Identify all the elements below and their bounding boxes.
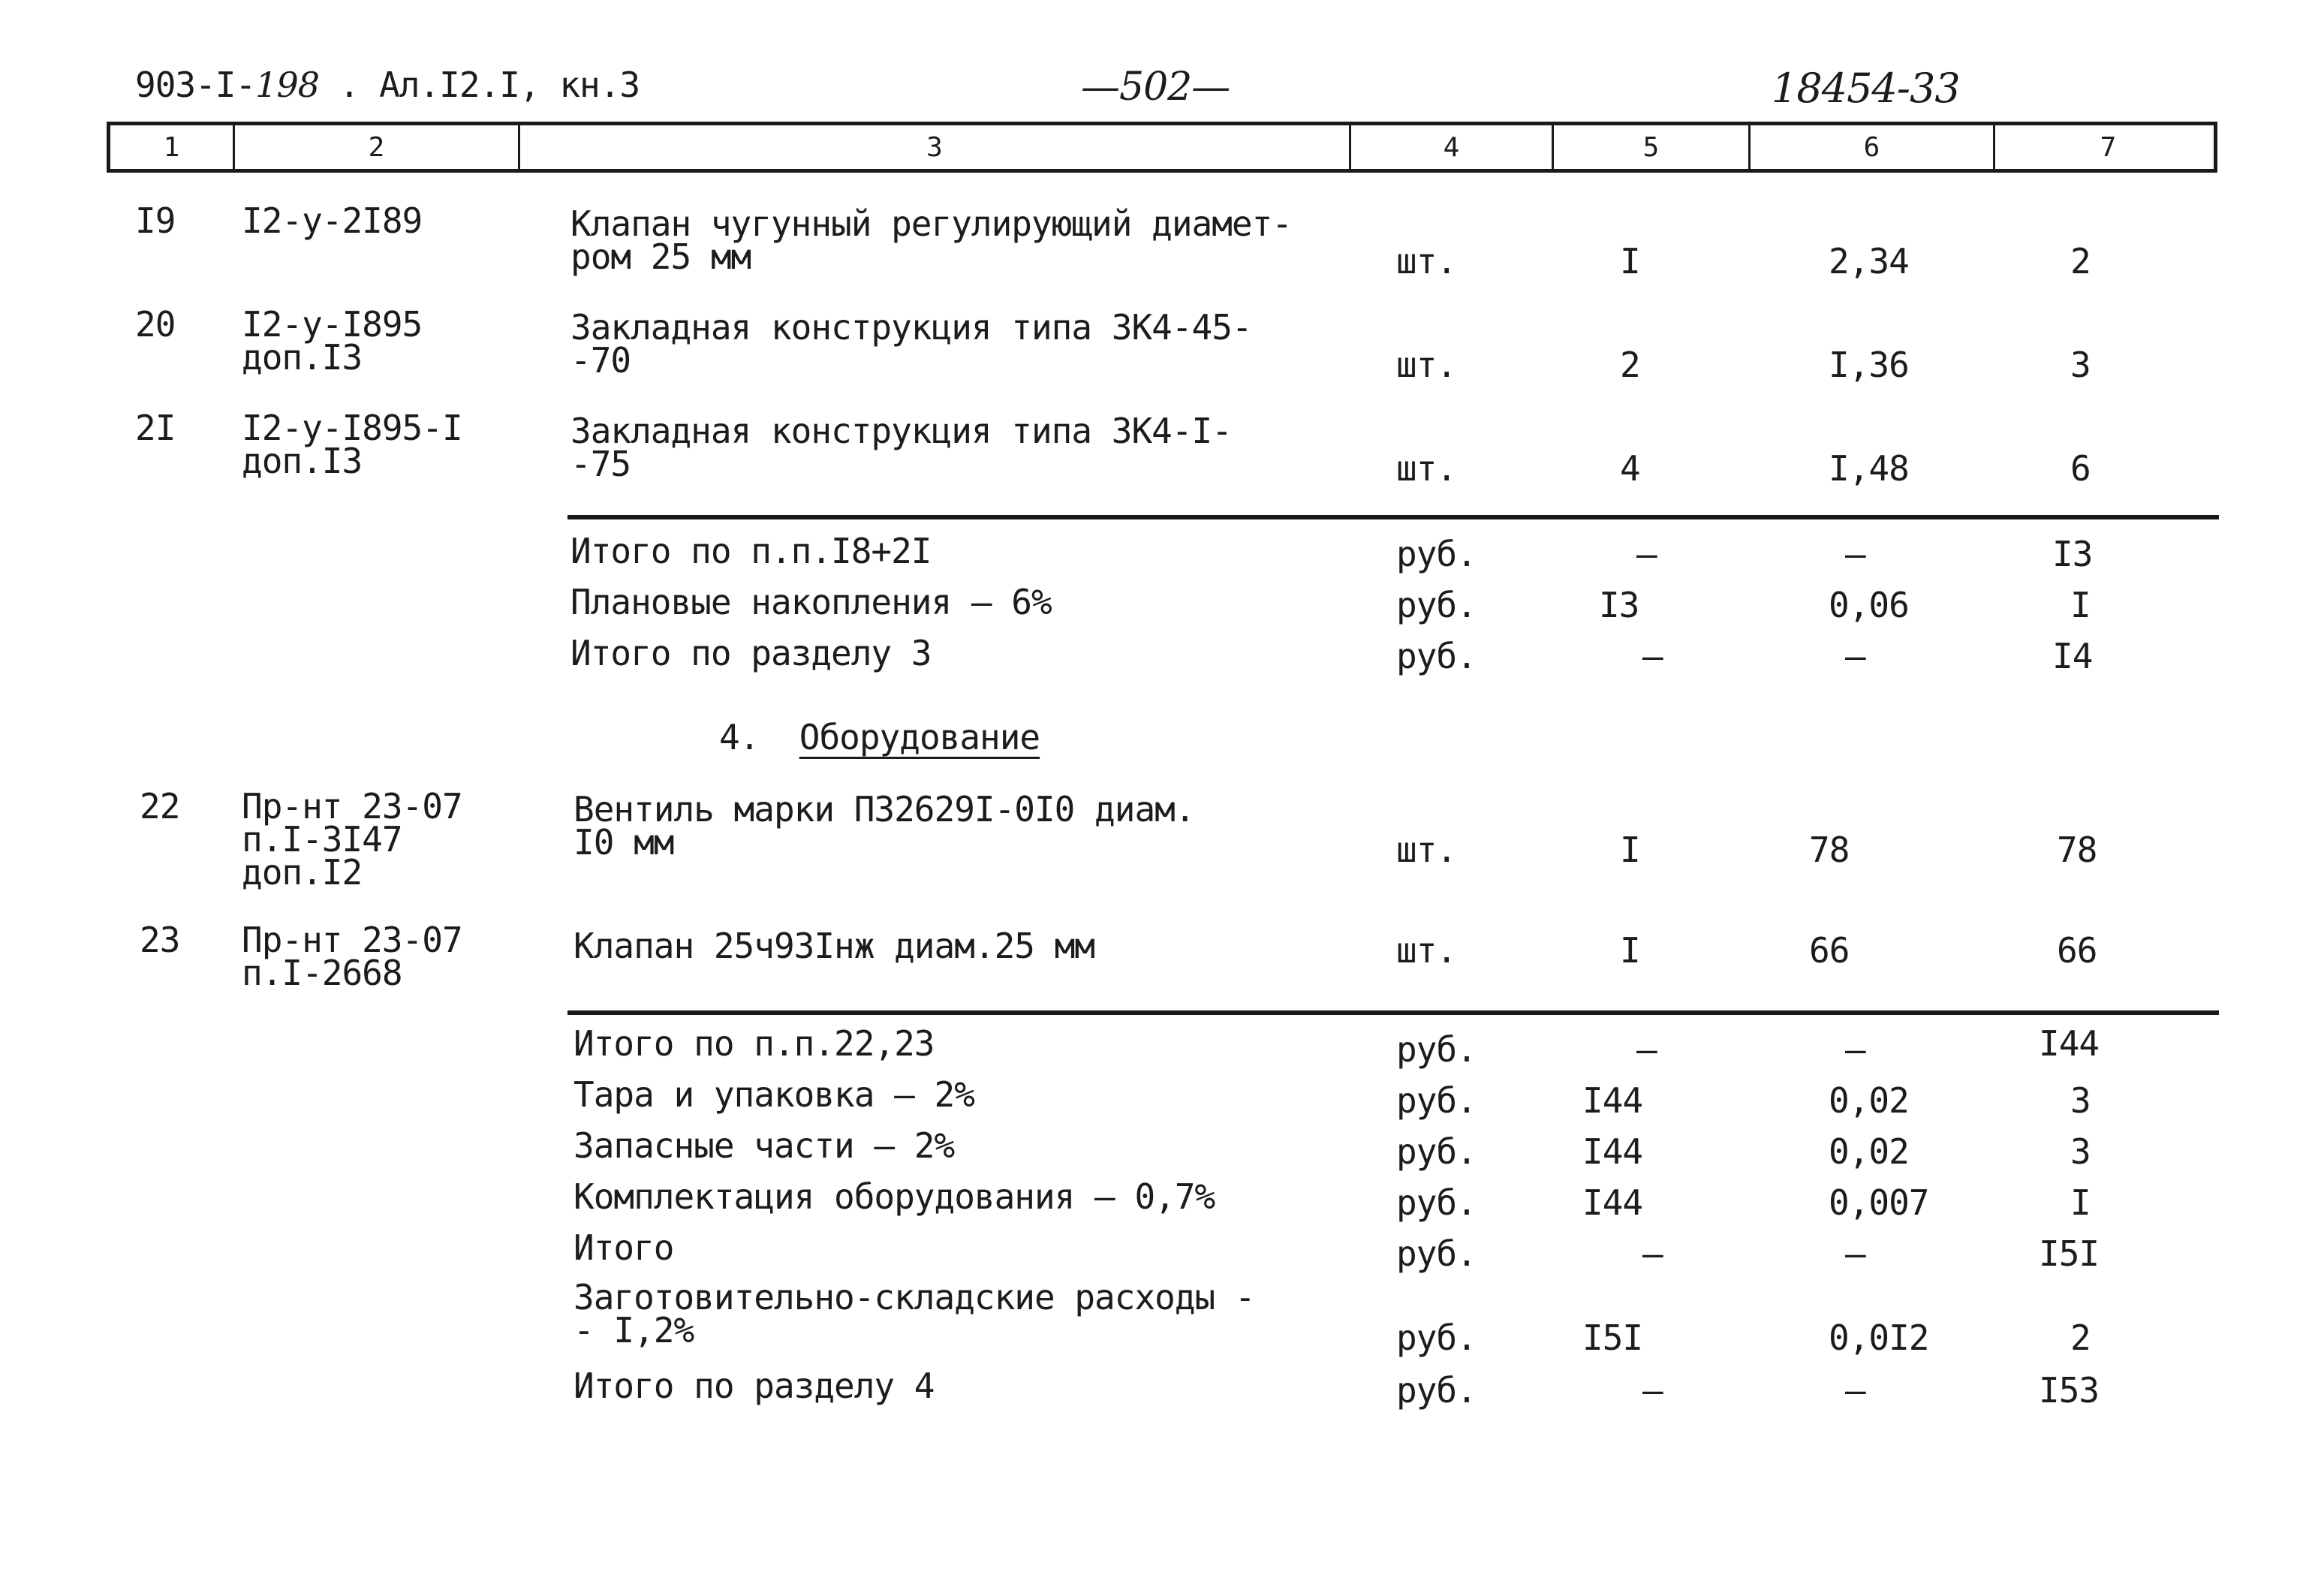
summary-price: – [1845,1029,1865,1070]
summary-total: 3 [2070,1080,2091,1121]
item-price: 66 [1809,930,1850,971]
summary-name: Итого по п.п.I8+2I [570,531,932,571]
item-total: 66 [2057,930,2097,971]
item-total: 2 [2070,241,2091,282]
summary-unit: руб. [1396,585,1477,625]
page-number: —502— [1081,65,1230,110]
summary-qty: – [1642,1233,1663,1274]
item-name: Вентиль марки П32629I-0I0 диам. I0 мм [573,789,1195,863]
item-code: Пр-нт 23-07 п.I-3I47 доп.I2 [242,786,462,893]
item-code: I2-у-I895 доп.I3 [242,304,423,378]
item-qty: I [1620,830,1640,870]
summary-unit: руб. [1396,1131,1477,1172]
summary-qty: – [1636,534,1657,574]
summary-price: 0,02 [1829,1131,1909,1172]
summary-unit: руб. [1396,1370,1477,1411]
item-price: 78 [1809,830,1850,870]
summary-name: Итого [573,1227,674,1268]
item-number: 23 [140,920,180,960]
item-qty: I [1620,930,1640,971]
item-unit: шт. [1396,448,1457,489]
column-header-row [107,122,2217,173]
summary-name: Тара и упаковка – 2% [573,1074,974,1115]
summary-qty: I3 [1599,585,1639,625]
summary-price: – [1845,1370,1865,1411]
summary-total: I [2070,1182,2091,1223]
summary-price: – [1845,534,1865,574]
summary-total: 3 [2070,1131,2091,1172]
summary-total: I [2070,585,2091,625]
summary-price: – [1845,1233,1865,1274]
section-title: 4. Оборудование [719,717,1040,757]
summary-name: Итого по разделу 3 [570,633,932,673]
summary-name: Заготовительно-складские расходы - - I,2% [573,1277,1255,1351]
summary-name: Запасные части – 2% [573,1125,955,1166]
summary-qty: I44 [1582,1080,1643,1121]
item-number: 20 [135,304,176,345]
summary-total: I4 [2052,636,2093,676]
column-header: 5 [1552,125,1748,169]
item-number: 2I [135,408,176,448]
item-number: I9 [135,200,176,241]
item-code: I2-у-2I89 [242,200,423,241]
sheet-code: 18454-33 [1772,65,1960,112]
summary-price: 0,06 [1829,585,1909,625]
summary-unit: руб. [1396,1233,1477,1274]
document-code: 903-I-198 . Ал.I2.I, кн.3 [135,65,640,105]
item-unit: шт. [1396,830,1457,870]
summary-total: I3 [2052,534,2093,574]
summary-qty: I44 [1582,1131,1643,1172]
column-header: 7 [1993,125,2221,169]
column-header: 2 [233,125,518,169]
summary-unit: руб. [1396,636,1477,676]
item-qty: 4 [1620,448,1640,489]
column-header: 6 [1748,125,1993,169]
item-name: Клапан чугунный регулирующий диамет- ром 25 мм [570,203,1292,277]
summary-unit: руб. [1396,1080,1477,1121]
summary-name: Плановые накопления – 6% [570,582,1052,622]
summary-qty: I44 [1582,1182,1643,1223]
item-name: Закладная конструкция типа ЗК4-I- -75 [570,411,1232,484]
item-total: 6 [2070,448,2091,489]
item-code: Пр-нт 23-07 п.I-2668 [242,920,462,993]
summary-qty: – [1636,1029,1657,1070]
summary-unit: руб. [1396,1317,1477,1358]
item-price: 2,34 [1829,241,1909,282]
summary-price: 0,0I2 [1829,1317,1929,1358]
divider [567,1010,2219,1015]
item-unit: шт. [1396,241,1457,282]
column-header: 4 [1349,125,1552,169]
summary-unit: руб. [1396,534,1477,574]
item-total: 3 [2070,345,2091,385]
summary-qty: – [1642,1370,1663,1411]
column-header: 3 [518,125,1349,169]
item-name: Закладная конструкция типа ЗК4-45- -70 [570,307,1252,381]
summary-unit: руб. [1396,1029,1477,1070]
summary-price: 0,007 [1829,1182,1929,1223]
summary-total: I53 [2039,1370,2100,1411]
column-header: 1 [163,131,180,163]
item-name: Клапан 25ч93Iнж диам.25 мм [573,926,1095,966]
item-price: I,36 [1829,345,1909,385]
item-qty: 2 [1620,345,1640,385]
divider [567,515,2219,519]
item-total: 78 [2057,830,2097,870]
item-unit: шт. [1396,345,1457,385]
summary-qty: I5I [1582,1317,1643,1358]
summary-unit: руб. [1396,1182,1477,1223]
summary-total: I5I [2039,1233,2100,1274]
summary-name: Итого по п.п.22,23 [573,1023,935,1064]
item-code: I2-у-I895-I доп.I3 [242,408,462,481]
summary-price: 0,02 [1829,1080,1909,1121]
summary-name: Комплектация оборудования – 0,7% [573,1176,1215,1217]
summary-price: – [1845,636,1865,676]
summary-qty: – [1642,636,1663,676]
summary-total: I44 [2039,1023,2100,1064]
item-qty: I [1620,241,1640,282]
summary-name: Итого по разделу 4 [573,1366,935,1406]
item-price: I,48 [1829,448,1909,489]
item-unit: шт. [1396,930,1457,971]
item-number: 22 [140,786,180,827]
summary-total: 2 [2070,1317,2091,1358]
